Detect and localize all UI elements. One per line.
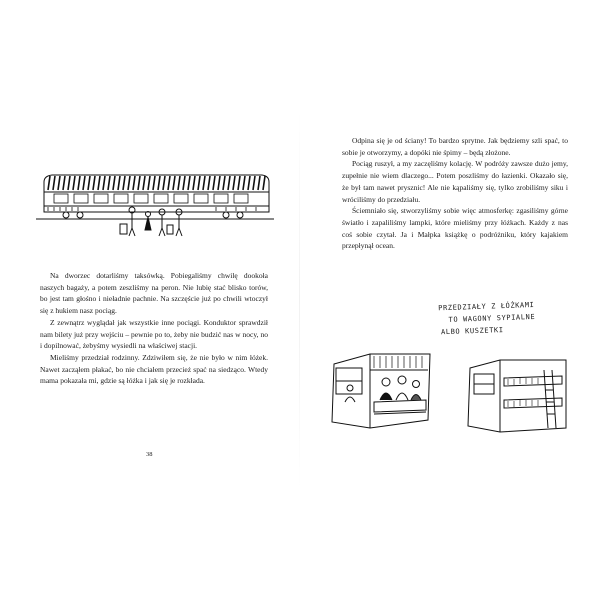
- paragraph: Odpina się je od ściany! To bardzo sprytne. Jak będziemy szli spać, to sobie je otworzymy, a dopóki nie śpimy – będą złożone.: [342, 136, 568, 157]
- illustration-caption: [418, 297, 579, 339]
- paragraph: Na dworzec dotarliśmy taksówką. Pobiegaliśmy chwilę dookoła naszych bagaży, a potem zeszliśmy na peron. Nie lubię stać blisko torów, bo jest tam głośno i nieładnie pachnie. Na szczęście już po chwili wtoczył się z hukiem nasz pociąg.: [40, 271, 268, 316]
- caption-line: TO WAGONY SYPIALNE: [448, 312, 536, 324]
- paragraph: Ściemniało się, stworzyliśmy sobie więc atmosferkę: zgasiliśmy górne światło i zapaliliśmy lampki, które mieliśmy przy łóżkach. Każdy z nas coś sobie czytał. Ja i Małpka książkę o podróżniku, który kajakiem przepłynął ocean.: [342, 206, 568, 251]
- right-page-text: [342, 135, 568, 252]
- caption-line: ALBO KUSZETKI: [440, 326, 504, 337]
- sleeper-compartments-illustration: [330, 340, 568, 440]
- page-number: 38: [146, 451, 153, 458]
- paragraph: Z zewnątrz wyglądał jak wszystkie inne pociągi. Konduktor sprawdził nam bilety już przy wejściu – pewnie po to, żeby nie budzić nas w nocy, no i dopilnować, żebyśmy wysiedli na właściwej stacji.: [40, 317, 268, 351]
- paragraph: Pociąg ruszył, a my zaczęliśmy kolację. W podróży zawsze dużo jemy, zupełnie nie wiem dlaczego... Potem poszliśmy do łazienki. Okazało się, że był tam nawet prysznic! Ale nie kąpaliśmy się, tylko zrobiliśmy siku i wróciliśmy do przedziału.: [342, 159, 568, 204]
- left-page-text: [40, 270, 268, 387]
- paragraph: Mieliśmy przedział rodzinny. Zdziwiłem się, że nie było w nim łóżek. Nawet zacząłem płakać, bo nie chciałem przecież spać na siedząco. Wtedy mama pokazała mi, gdzie są łóżka i jak się je rozkłada.: [40, 352, 268, 386]
- caption-line: PRZEDZIAŁY Z ŁÓŻKAMI: [438, 300, 535, 313]
- train-illustration: [36, 170, 274, 240]
